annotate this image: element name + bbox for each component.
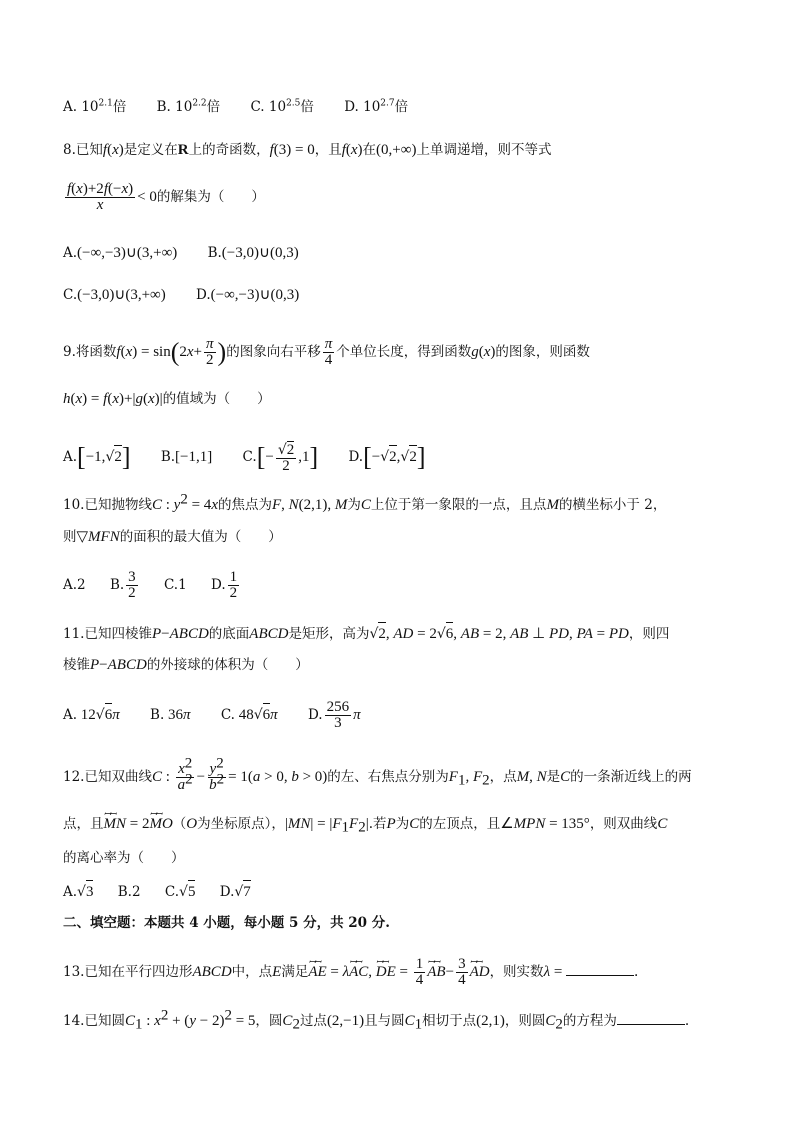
q14-answer-blank[interactable] <box>617 1010 685 1025</box>
q9-stem: 9.将函数f(x) = sin(2x+ $\frac{\pi}{2}$ )的图象向右平移 $\frac{\pi}{4}$ 个单位长度，得到函数g(x)的图象，则函数 <box>63 336 590 368</box>
q11-option-b[interactable]: B. 36π <box>150 707 191 723</box>
q10-option-c[interactable]: C.1 <box>163 577 187 593</box>
q12-stem-2: 点，且ꟷꟷ MN = 2ꟷꟷ MO（O为坐标原点），$|MN| = |F_1F_2|$.若P为C的左顶点，且∠MPN = 135°，则双曲线C <box>63 814 667 834</box>
q11-option-a[interactable]: A. 12√6π <box>63 707 120 723</box>
q9-option-d[interactable]: D.[−√2,√2] <box>348 442 426 472</box>
q12-option-b[interactable]: B.2 <box>117 884 141 900</box>
q11-stem: 11.已知四棱锥P−ABCD的底面ABCD是矩形，高为√2, AD = 2√6, AB = 2, AB ⊥ PD, PA = PD，则四 <box>63 622 669 644</box>
q11-options <box>63 700 387 731</box>
q12-option-c[interactable]: C.√5 <box>165 884 196 900</box>
q7-option-a[interactable]: A. $10^{2.1}$倍 <box>63 98 127 115</box>
q8-option-a[interactable]: A.(−∞,−3)∪(3,+∞) <box>63 245 178 261</box>
q8-option-c[interactable]: C.(−3,0)∪(3,+∞) <box>63 287 166 303</box>
q13-answer-blank[interactable] <box>566 961 634 976</box>
q10-option-b[interactable]: B. $\frac{3}{2}$ <box>109 569 136 601</box>
q9-option-b[interactable]: B.[−1,1] <box>160 449 213 465</box>
q10-stem-2: 则▽MFN的面积的最大值为（ ） <box>63 529 282 545</box>
section-heading-fill-blank: 二、填空题：本题共 4 小题，每小题 5 分，共 20 分. <box>63 915 390 931</box>
q8-options-ab <box>63 243 325 263</box>
q8-inequality: $\frac{f(x)+2f(-x)}{x}$ < 0的解集为（ ） <box>67 181 265 213</box>
q12-options <box>63 880 277 902</box>
q10-options <box>63 570 267 601</box>
q12-stem-3: 的离心率为（ ） <box>63 850 185 866</box>
q8-options-cd <box>63 285 325 305</box>
q9-stem-2: h(x) = f(x)+|g(x)|的值域为（ ） <box>63 391 271 407</box>
q9-option-c[interactable]: C.[− $\frac{√2}{2}$ ,1] <box>242 442 319 474</box>
q11-option-d[interactable]: D. $\frac{256}{3}$ π <box>307 699 361 731</box>
q7-options <box>63 97 434 117</box>
q14-stem: 14.已知圆$C_1$ : $x^2 + (y - 2)^2 = 5$，圆$C_2$过点(2,−1)且与圆$C_1$相切于点(2,1)，则圆$C_2$的方程为 . <box>63 1007 690 1033</box>
q12-option-a[interactable]: A.√3 <box>63 884 93 900</box>
q8-stem: 8.已知f(x)是定义在R上的奇函数，f(3) = 0，且f(x)在(0,+∞)上单调递增，则不等式 <box>63 142 552 158</box>
q7-option-b[interactable]: B. $10^{2.2}$倍 <box>156 98 221 115</box>
q11-stem-2: 棱锥P−ABCD的外接球的体积为（ ） <box>63 657 309 673</box>
q9-options <box>63 441 452 474</box>
q7-option-d[interactable]: D. $10^{2.7}$倍 <box>344 98 409 115</box>
q10-stem: 10.已知抛物线C : $y^2 = 4x$的焦点为F, N(2,1), M为C上位于第一象限的一点，且点M的横坐标小于 2， <box>63 491 667 513</box>
q9-option-a[interactable]: A.[−1,√2] <box>63 442 131 472</box>
q8-option-d[interactable]: D.(−∞,−3)∪(0,3) <box>196 287 300 303</box>
q8-option-b[interactable]: B.(−3,0)∪(0,3) <box>207 245 299 261</box>
q10-option-a[interactable]: A.2 <box>63 577 86 593</box>
q12-stem: 12.已知双曲线C : $\frac{x^2}{a^2}$ − $\frac{y^2}{b^2}$ = 1(a > 0, b > 0)的左、右焦点分别为$F_1$, $F_2$，点M, N是C的一条渐近线上的两 <box>63 755 692 793</box>
q11-option-c[interactable]: C. 48√6π <box>221 707 278 723</box>
q7-option-c[interactable]: C. $10^{2.5}$倍 <box>250 98 314 115</box>
q13-stem: 13.已知在平行四边形ABCD中，点E满足ꟷꟷ AE = λꟷꟷ AC, ꟷꟷ DE = $\frac{1}{4}$ ꟷꟷ AB− $\frac{3}{4}$ ꟷꟷ AD，则实数λ = . <box>63 957 638 988</box>
q12-option-d[interactable]: D.√7 <box>220 884 251 900</box>
q10-option-d[interactable]: D. $\frac{1}{2}$ <box>210 569 238 601</box>
